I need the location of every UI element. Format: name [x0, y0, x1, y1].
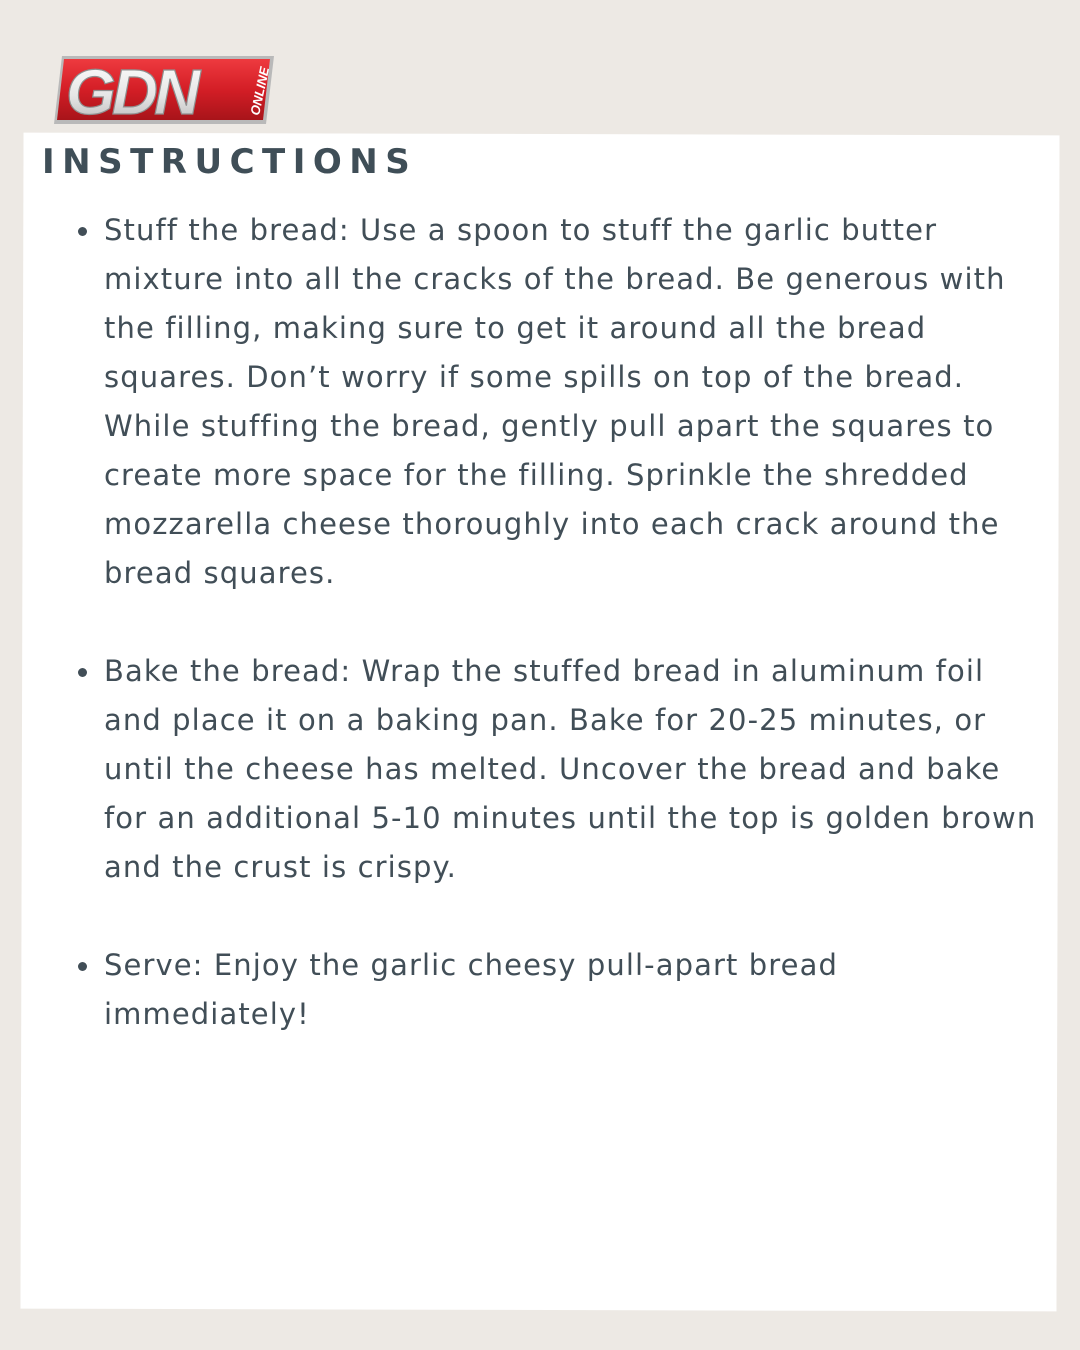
gdn-online-logo	[52, 54, 276, 126]
list-item	[104, 647, 1044, 892]
bullet-icon	[78, 668, 87, 677]
bullet-icon	[78, 227, 87, 236]
bullet-icon	[78, 962, 87, 971]
logo-main-text: GDN	[66, 56, 197, 126]
instruction-text: Bake the bread: Wrap the stuffed bread in aluminum foil and place it on a baking pan. Bake for 20-25 minutes, or until the cheese has melted. Uncover the bread and bake for an additional 5-10 minutes until the top is golden brown and the crust is crispy.	[104, 654, 1037, 884]
list-item	[104, 206, 1044, 598]
instruction-text: Stuff the bread: Use a spoon to stuff the garlic butter mixture into all the cracks of the bread. Be generous with the filling, making sure to get it around all the bread squares. Don’t worry if some spills on top of the bread. While stuffing the bread, gently pull apart the squares to create more space for the filling. Sprinkle the shredded mozzarella cheese thoroughly into each crack around the bread squares.	[104, 213, 1006, 590]
logo-sub-text: ONLINE	[247, 65, 273, 117]
instruction-text: Serve: Enjoy the garlic cheesy pull-apart bread immediately!	[104, 948, 838, 1031]
list-item	[104, 941, 1044, 1039]
instructions-heading: INSTRUCTIONS	[42, 142, 418, 182]
instructions-list	[104, 206, 1044, 1088]
